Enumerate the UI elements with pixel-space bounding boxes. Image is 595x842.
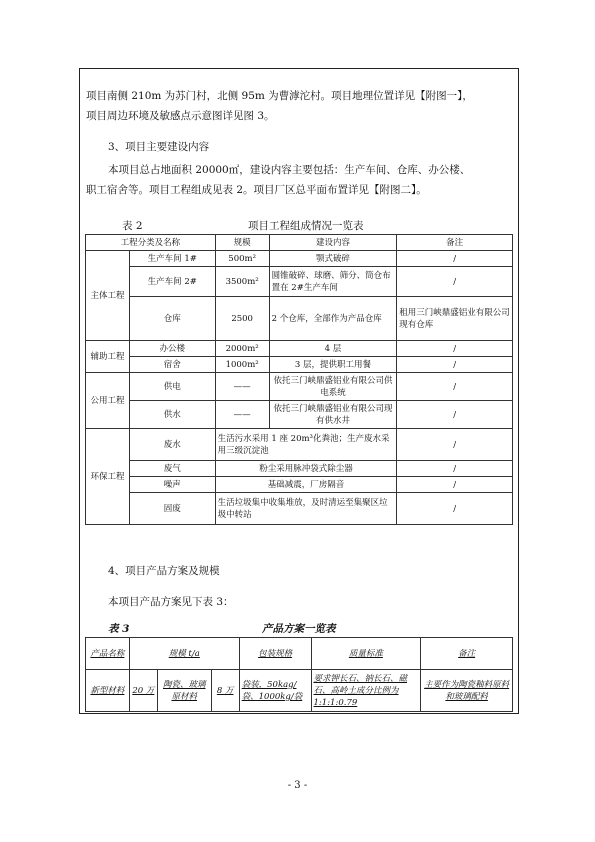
cell: 办公楼 (129, 341, 215, 357)
table-3-title: 产品方案一览表 (262, 623, 336, 635)
paragraph-construction (86, 160, 511, 200)
table-row (86, 373, 513, 401)
cell: / (397, 373, 513, 401)
cell: 2500 (215, 297, 269, 341)
cell: 20 万 (129, 670, 157, 712)
cell: 新型材料 (86, 670, 130, 712)
text-line: 项目南侧 210m 为苏门村，北侧 95m 为曹滹沱村。项目地理位置详见【附图一】， (86, 90, 473, 102)
table-row (86, 297, 513, 341)
table-row (86, 401, 513, 429)
frame-top-border (79, 68, 519, 69)
cell: 4 层 (269, 341, 397, 357)
cell: / (397, 357, 513, 373)
cell: 袋装，50kag/袋、1000kg/袋 (239, 670, 311, 712)
cell: 噪声 (129, 477, 215, 493)
cell: 生活污水采用 1 座 20m³化粪池；生产废水采用三级沉淀池 (215, 429, 397, 461)
table-2 (85, 234, 513, 525)
table-3 (85, 637, 513, 712)
table-row (86, 267, 513, 297)
group-cell: 主体工程 (86, 251, 130, 341)
cell: 生产车间 2# (129, 267, 215, 297)
cell: 3 层，提供职工用餐 (269, 357, 397, 373)
cell: 颚式破碎 (269, 251, 397, 267)
group-cell: 环保工程 (86, 429, 130, 525)
table-row (86, 477, 513, 493)
cell: 仓库 (129, 297, 215, 341)
cell: / (397, 477, 513, 493)
table-header-row (86, 638, 513, 670)
table-row (86, 251, 513, 267)
cell: 生活垃圾集中收集堆放，及时清运至集聚区垃圾中转站 (215, 493, 397, 525)
cell: 主要作为陶瓷釉料原料和玻璃配料 (421, 670, 513, 712)
cell: 粉尘采用脉冲袋式除尘器 (215, 461, 397, 477)
table-2-label: 表 2 (122, 220, 143, 232)
cell: / (397, 401, 513, 429)
cell: 依托三门峡鼎盛铝业有限公司现有供水井 (269, 401, 397, 429)
cell: / (397, 251, 513, 267)
table-row (86, 341, 513, 357)
header-cell: 备注 (397, 235, 513, 251)
group-cell: 公用工程 (86, 373, 130, 429)
header-cell: 规模 (215, 235, 269, 251)
table-row (86, 461, 513, 477)
cell: / (397, 461, 513, 477)
cell: / (397, 341, 513, 357)
table-row (86, 429, 513, 461)
cell: 500m² (215, 251, 269, 267)
table-2-title: 项目工程组成情况一览表 (248, 220, 364, 232)
table-header-row (86, 235, 513, 251)
header-cell: 规模 t/a (129, 638, 239, 670)
text-line: 本项目总占地面积 20000㎡，建设内容主要包括：生产车间、仓库、办公楼、 (108, 164, 471, 176)
cell: 废水 (129, 429, 215, 461)
text-line: 项目周边环境及敏感点示意图详见图 3。 (86, 110, 275, 122)
cell: 2 个仓库，全部作为产品仓库 (269, 297, 397, 341)
cell: / (397, 493, 513, 525)
header-cell: 质量标准 (311, 638, 421, 670)
cell: / (397, 429, 513, 461)
header-cell: 备注 (421, 638, 513, 670)
cell: —— (215, 401, 269, 429)
header-cell: 工程分类及名称 (86, 235, 216, 251)
cell: 基础减震，厂房隔音 (215, 477, 397, 493)
paragraph-location (86, 86, 511, 126)
text-line: 职工宿舍等。项目工程组成见表 2。项目厂区总平面布置详见【附图二】。 (86, 184, 427, 196)
cell: 要求钾长石、钠长石、磁石、高岭土成分比例为 1:1:1:0.79 (311, 670, 421, 712)
cell: 2000m² (215, 341, 269, 357)
cell: 圆锥破碎、球磨、筛分、筒仓布置在 2#生产车间 (269, 267, 397, 297)
cell: —— (215, 373, 269, 401)
cell: 陶瓷、玻璃原材料 (157, 670, 211, 712)
cell: 8 万 (211, 670, 239, 712)
header-cell: 产品名称 (86, 638, 130, 670)
group-cell: 辅助工程 (86, 341, 130, 373)
page-number: - 3 - (287, 780, 308, 791)
cell: / (397, 267, 513, 297)
cell: 1000m² (215, 357, 269, 373)
section-4-intro: 本项目产品方案见下表 3： (108, 596, 234, 608)
header-cell: 建设内容 (269, 235, 397, 251)
table-3-label: 表 3 (108, 623, 130, 635)
header-cell: 包装规格 (239, 638, 311, 670)
section-4-heading: 4、项目产品方案及规模 (108, 565, 220, 577)
cell: 3500m² (215, 267, 269, 297)
cell: 供水 (129, 401, 215, 429)
cell: 生产车间 1# (129, 251, 215, 267)
section-3-heading: 3、项目主要建设内容 (108, 141, 210, 153)
cell: 依托三门峡鼎盛铝业有限公司供电系统 (269, 373, 397, 401)
cell: 固废 (129, 493, 215, 525)
cell: 废气 (129, 461, 215, 477)
cell: 宿舍 (129, 357, 215, 373)
table-row (86, 493, 513, 525)
cell: 供电 (129, 373, 215, 401)
table-row (86, 670, 513, 712)
cell: 租用三门峡鼎盛铝业有限公司现有仓库 (397, 297, 513, 341)
table-row (86, 357, 513, 373)
